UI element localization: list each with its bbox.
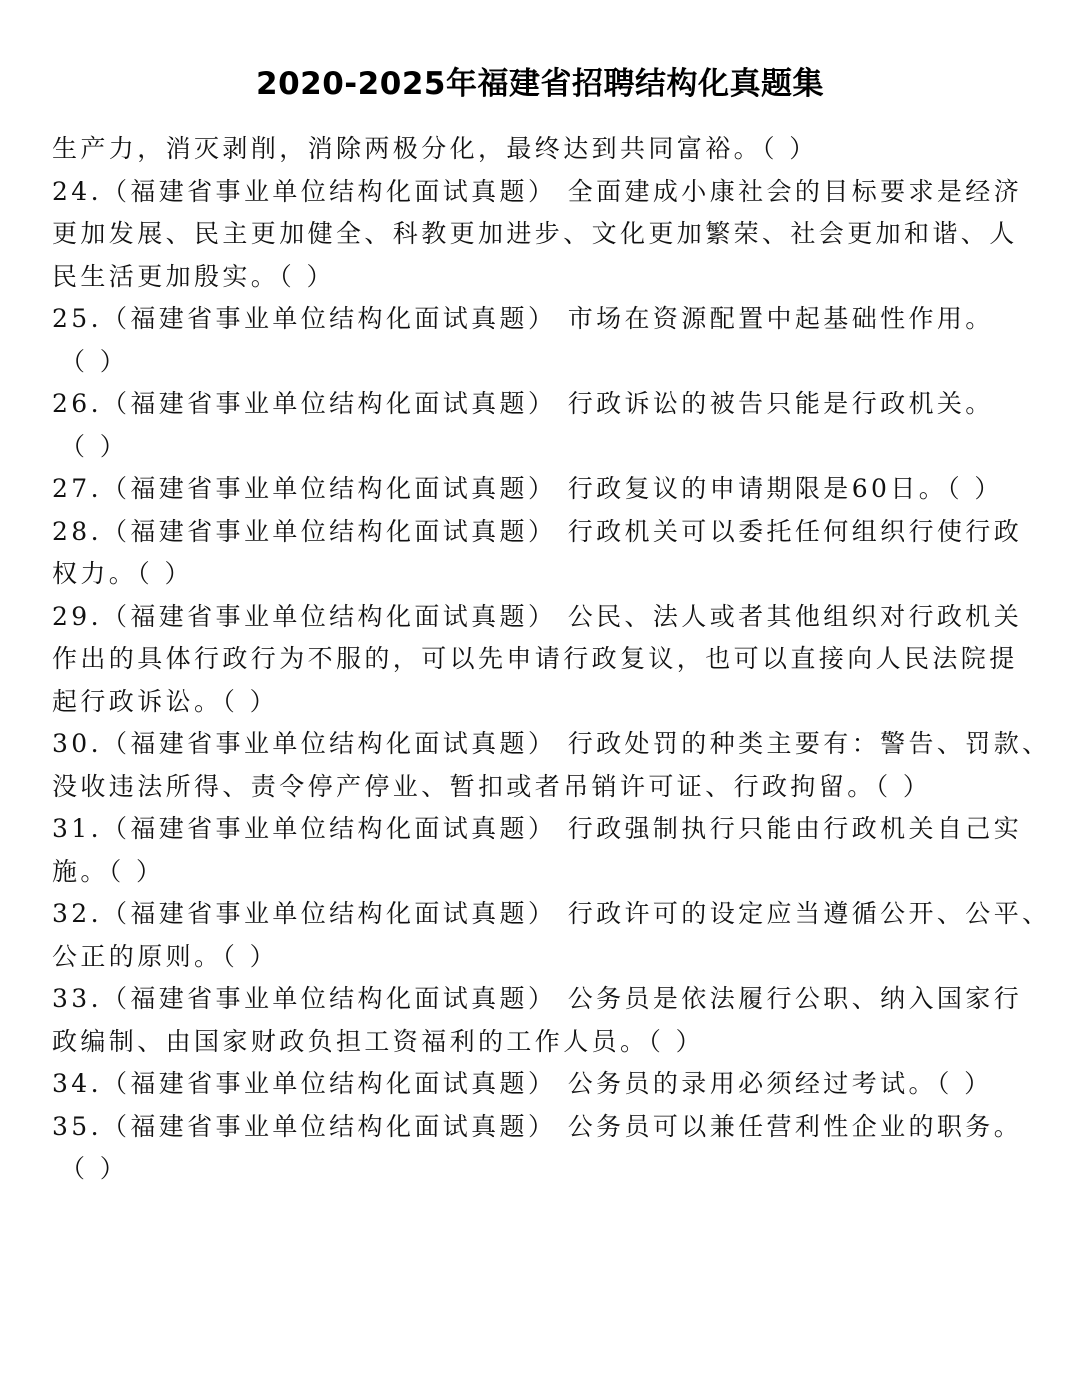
text-line: 施。（ ） <box>52 856 165 886</box>
question-line: 25.（福建省事业单位结构化面试真题） 市场在资源配置中起基础性作用。 <box>52 304 994 333</box>
text-line: 没收违法所得、责令停产停业、暂扣或者吊销许可证、行政拘留。（ ） <box>52 771 932 801</box>
question-line: 31.（福建省事业单位结构化面试真题） 行政强制执行只能由行政机关自己实 <box>52 814 1023 843</box>
answer-blank: （ ） <box>60 1154 129 1183</box>
text-line: 起行政诉讼。（ ） <box>52 686 279 716</box>
text-line: 政编制、由国家财政负担工资福利的工作人员。（ ） <box>52 1026 705 1056</box>
text-line: 更加发展、民主更加健全、科教更加进步、文化更加繁荣、社会更加和谐、人 <box>52 219 1018 248</box>
question-line: 29.（福建省事业单位结构化面试真题） 公民、法人或者其他组织对行政机关 <box>52 601 1023 631</box>
answer-blank: （ ） <box>60 431 129 461</box>
question-line: 32.（福建省事业单位结构化面试真题） 行政许可的设定应当遵循公开、公平、 <box>52 899 1051 928</box>
question-line: 34.（福建省事业单位结构化面试真题） 公务员的录用必须经过考试。（ ） <box>52 1069 993 1098</box>
question-line: 33.（福建省事业单位结构化面试真题） 公务员是依法履行公职、纳入国家行 <box>52 984 1023 1013</box>
question-list <box>52 128 1051 1191</box>
question-line: 28.（福建省事业单位结构化面试真题） 行政机关可以委托任何组织行使行政 <box>52 516 1023 546</box>
page-title: 2020-2025年福建省招聘结构化真题集 <box>256 66 824 102</box>
text-line: 生产力，消灭剥削，消除两极分化，最终达到共同富裕。（ ） <box>52 134 818 163</box>
text-line: 权力。（ ） <box>52 559 193 588</box>
text-line: 公正的原则。（ ） <box>52 941 279 971</box>
answer-blank: （ ） <box>60 346 129 376</box>
text-line: 作出的具体行政行为不服的，可以先申请行政复议，也可以直接向人民法院提 <box>52 644 1018 673</box>
text-line: 民生活更加殷实。（ ） <box>52 261 335 291</box>
question-line: 30.（福建省事业单位结构化面试真题） 行政处罚的种类主要有：警告、罚款、 <box>52 729 1051 758</box>
question-line: 24.（福建省事业单位结构化面试真题） 全面建成小康社会的目标要求是经济 <box>52 176 1023 206</box>
question-line: 27.（福建省事业单位结构化面试真题） 行政复议的申请期限是60日。（ ） <box>52 474 1003 503</box>
question-line: 35.（福建省事业单位结构化面试真题） 公务员可以兼任营利性企业的职务。 <box>52 1111 1023 1141</box>
question-line: 26.（福建省事业单位结构化面试真题） 行政诉讼的被告只能是行政机关。 <box>52 389 994 418</box>
